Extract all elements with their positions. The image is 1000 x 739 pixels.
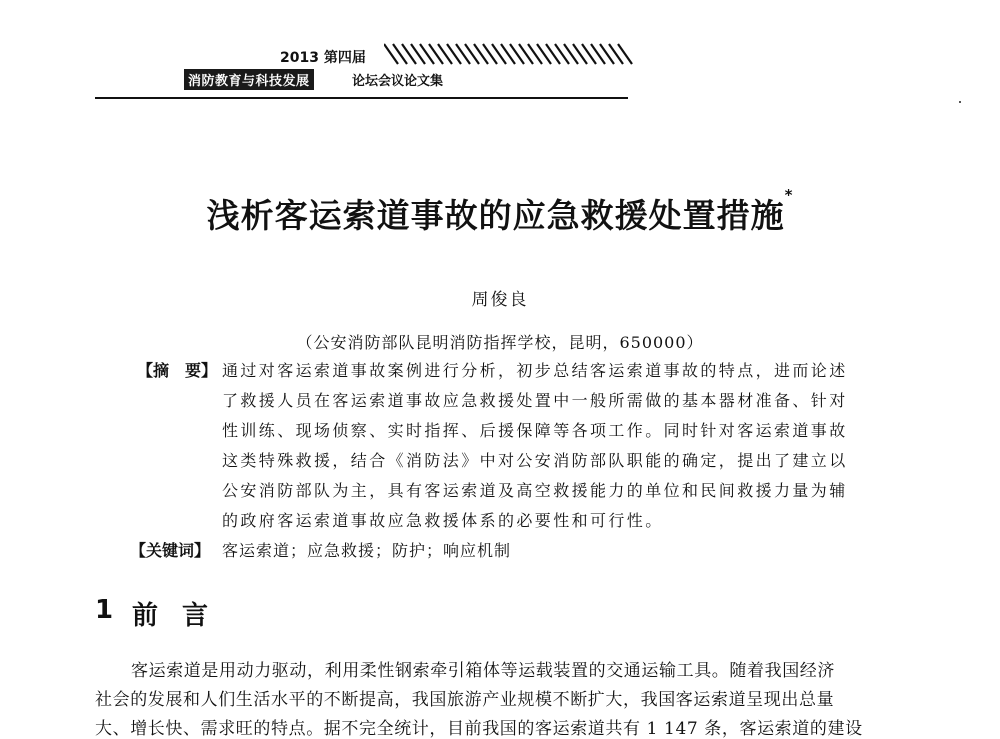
abstract-line-3: 性训练、现场侦察、实时指挥、后援保障等各项工作。同时针对客运索道事故: [222, 421, 848, 440]
section-number: 1: [95, 595, 114, 625]
abstract-label: 【摘 要】: [137, 361, 218, 380]
abstract-line-6: 的政府客运索道事故应急救援体系的必要性和可行性。: [222, 511, 664, 530]
abstract-line-4: 这类特殊救援，结合《消防法》中对公安消防部队职能的确定，提出了建立以: [222, 451, 848, 470]
abstract-line-5: 公安消防部队为主，具有客运索道及高空救援能力的单位和民间救援力量为辅: [222, 481, 848, 500]
keywords-label: 【关键词】: [130, 541, 211, 560]
body-line-3: 大、增长快、需求旺的特点。据不完全统计，目前我国的客运索道共有 1 147 条，客运索道的建设: [95, 719, 863, 739]
header-badge: 消防教育与科技发展: [184, 69, 314, 90]
body-line-1: 客运索道是用动力驱动，利用柔性钢索牵引箱体等运载装置的交通运输工具。随着我国经济: [131, 661, 835, 681]
paper-title-text: 浅析客运索道事故的应急救援处置措施: [206, 196, 785, 235]
header-rule: [95, 97, 628, 99]
section-title: 前言: [132, 601, 233, 631]
abstract-line-2: 了救援人员在客运索道事故应急救援处置中一般所需做的基本器材准备、针对: [222, 391, 848, 410]
author-affiliation: （公安消防部队昆明消防指挥学校，昆明，650000）: [296, 333, 704, 352]
author-name: 周俊良: [471, 290, 529, 310]
body-line-2: 社会的发展和人们生活水平的不断提高，我国旅游产业规模不断扩大，我国客运索道呈现出总量: [95, 690, 835, 710]
title-footnote-mark: *: [784, 186, 794, 204]
paper-title: [0, 186, 1000, 237]
header-year: 2013 第四届: [280, 50, 366, 66]
header-subtitle: 论坛会议论文集: [352, 74, 444, 89]
keywords-text: 客运索道；应急救援；防护；响应机制: [222, 541, 512, 560]
margin-speck: [959, 101, 961, 103]
abstract-line-1: 通过对客运索道事故案例进行分析，初步总结客运索道事故的特点，进而论述: [222, 361, 848, 380]
header-hatch-decoration: [384, 42, 826, 66]
